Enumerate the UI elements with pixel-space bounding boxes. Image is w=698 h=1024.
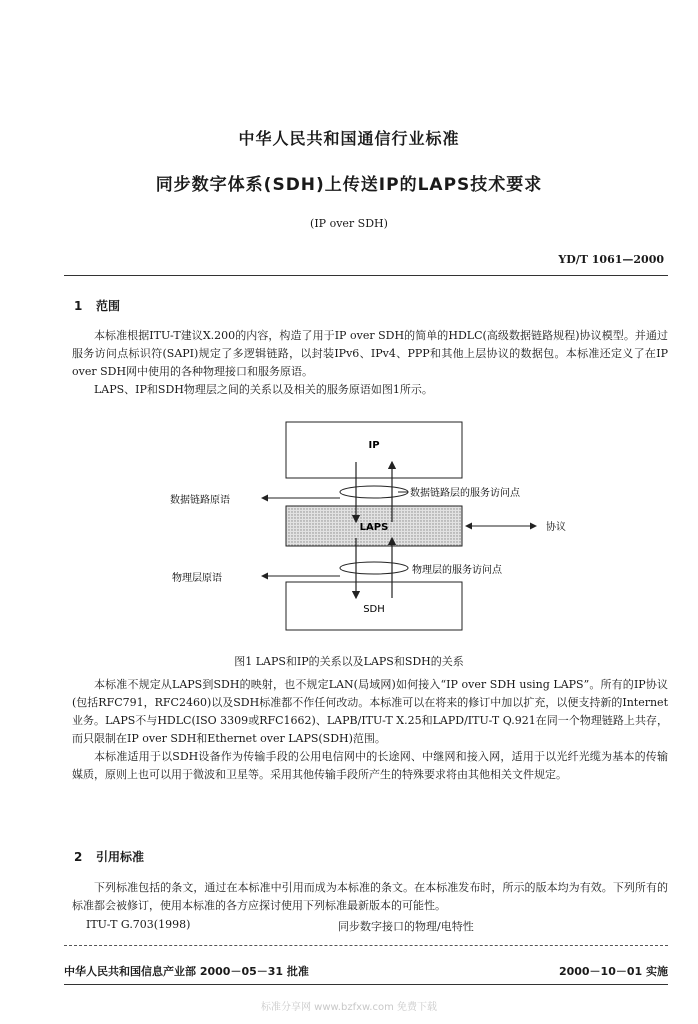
section-1-number: 1 [74,299,83,313]
section-2-number: 2 [74,850,83,864]
standard-category: 中华人民共和国通信行业标准 [238,129,460,148]
physical-primitive-label: 物理层原语 [172,573,222,584]
data-link-sap-ellipse [340,486,408,498]
section-1-paragraph-1: 本标准根据ITU-T建议X.200的内容，构造了用于IP over SDH的简单的HDLC(高级数据链路规程)协议模型。并通过服务访问点标识符(SAPI)规定了多逻辑链路，以封装IPv6、IPv4、PPP和其他上层协议的数据包。本标准还定义了在IP over SDH网中使用的各种物理接口和服务原语。 [72,329,668,378]
data-link-primitive-label: 数据链路原语 [170,495,230,506]
issued-by: 中华人民共和国信息产业部 2000－05－31 批准 [64,965,309,978]
section-2-title: 引用标准 [96,850,145,864]
document-title: 同步数字体系(SDH)上传送IP的LAPS技术要求 [155,175,543,195]
effective-date: 2000－10－01 实施 [558,965,668,978]
section-1-title: 范围 [96,299,121,313]
protocol-label: 协议 [546,522,566,533]
section-2-body [72,879,668,915]
section-2-paragraph-1: 下列标准包括的条文，通过在本标准中引用而成为本标准的条文。在本标准发布时，所示的版本均为有效。下列所有的标准都会被修订，使用本标准的各方应探讨使用下列标准最新版本的可能性。 [72,881,668,912]
body-paragraph-4: 本标准适用于以SDH设备作为传输手段的公用电信网中的长途网、中继网和接入网，适用于以光纤光缆为基本的传输媒质，原则上也可以用于微波和卫星等。采用其他传输手段所产生的特殊要求将由其他相关文件规定。 [72,750,668,781]
reference-title: 同步数字接口的物理/电特性 [338,920,474,933]
standard-number: YD/T 1061—2000 [558,253,664,266]
document-subtitle: (IP over SDH) [310,217,388,230]
section-1-paragraph-2: LAPS、IP和SDH物理层之间的关系以及相关的服务原语如图1所示。 [94,383,433,396]
figure-1-diagram [0,412,698,642]
watermark-text: 标准分享网 www.bzfxw.com 免费下载 [261,1002,437,1013]
data-link-sap-label: 数据链路层的服务访问点 [410,488,520,499]
reference-code: ITU-T G.703(1998) [86,918,191,931]
physical-sap-ellipse [340,562,408,574]
section-2-heading [74,848,144,865]
physical-sap-label: 物理层的服务访问点 [412,565,502,576]
sdh-box-label: SDH [363,604,385,615]
ip-box-label: IP [368,440,380,451]
section-1-heading [74,297,120,314]
figure-1-caption: 图1 LAPS和IP的关系以及LAPS和SDH的关系 [234,655,464,668]
footer-dashed-divider [64,945,668,946]
laps-box-label: LAPS [359,522,389,533]
section-1-body [72,327,668,399]
header-divider [64,275,668,276]
scope-body [72,676,668,784]
footer-divider [64,984,668,985]
body-paragraph-3: 本标准不规定从LAPS到SDH的映射，也不规定LAN(局域网)如何接入“IP over SDH using LAPS”。所有的IP协议(包括RFC791，RFC2460)以及SDH标准都不作任何改动。本标准可以在将来的修订中加以扩充，以便支持新的Internet业务。LAPS不与HDLC(ISO 3309或RFC1662)、LAPB/ITU-T X.25和LAPD/ITU-T Q.921在同一个物理链路上共存，而只限制在IP over SDH和Ethernet over LAPS(SDH)范围。 [72,678,668,745]
